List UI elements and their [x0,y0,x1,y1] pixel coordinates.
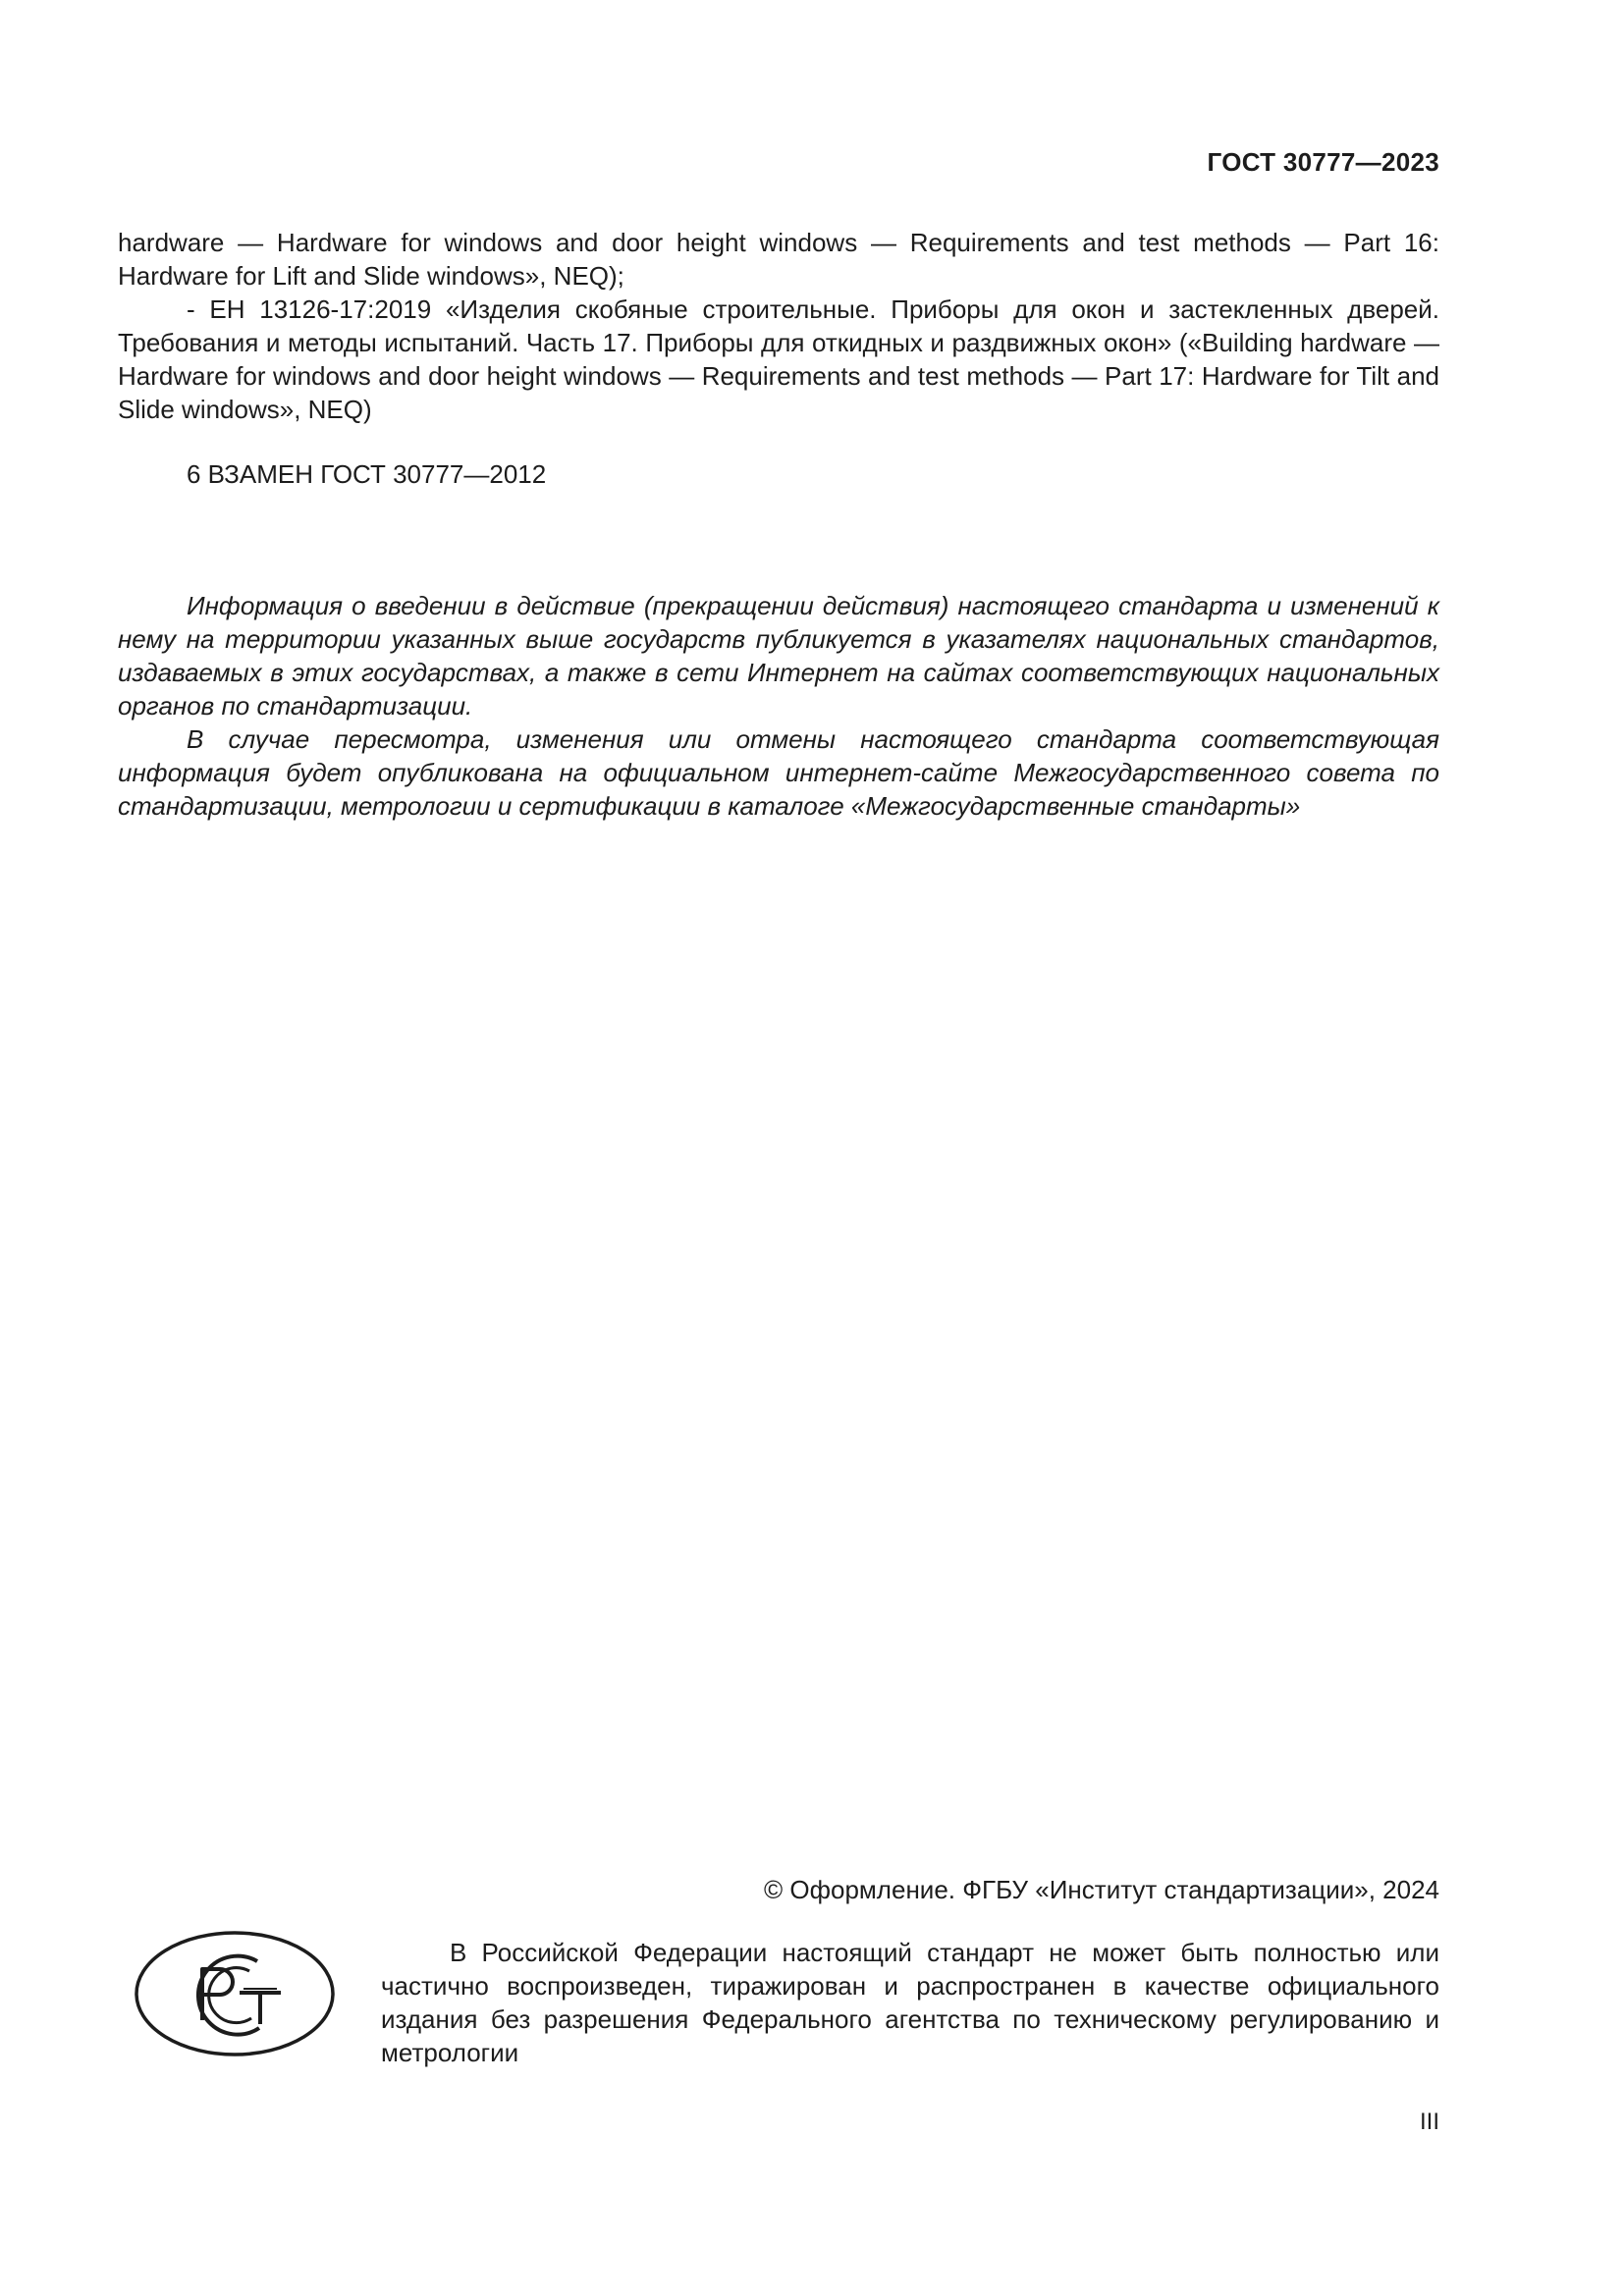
reference-item-paragraph: - ЕН 13126-17:2019 «Изделия скобяные строительные. Приборы для окон и застекленных дверей. Требования и методы испытаний. Часть 17. Приборы для откидных и раздвижных окон» («Building hardware — Hardware for windows and door height windows — Requirements and test methods — Part 17: Hardware for Tilt and Slide windows», NEQ) [118,294,1439,424]
reference-item-en13126-17 [118,293,1439,426]
page-number: III [1419,2109,1439,2135]
document-code: ГОСТ 30777—2023 [1207,147,1439,177]
replaces-section [118,457,1439,491]
rst-certification-mark-icon [134,1930,336,2057]
publication-info-paragraph-2: В случае пересмотра, изменения или отмены настоящего стандарта соответствующая информация будет опубликована на официальном интернет-сайте Межгосударственного совета по стандартизации, метрологии и сертификации в каталоге «Межгосударственные стандарты» [118,724,1439,821]
replaces-text: 6 ВЗАМЕН ГОСТ 30777—2012 [187,459,547,489]
publication-info-block [118,589,1439,823]
continued-reference-text [118,226,1439,293]
publication-info-paragraph-1: Информация о введении в действие (прекращении действия) настоящего стандарта и изменений к нему на территории указанных выше государств публикуется в указателях национальных стандартов, издаваемых в этих государствах, а также в сети Интернет на сайтах соответствующих национальных органов по стандартизации. [118,591,1439,721]
continued-reference-paragraph: hardware — Hardware for windows and door height windows — Requirements and test methods — Part 16: Hardware for Lift and Slide windows», NEQ); [118,228,1439,291]
rf-reproduction-notice [381,1936,1439,2069]
copyright-line: © Оформление. ФГБУ «Институт стандартизации», 2024 [764,1875,1439,1904]
rf-reproduction-notice-text: В Российской Федерации настоящий стандарт не может быть полностью или частично воспроизведен, тиражирован и распространен в качестве официального издания без разрешения Федерального агентства по техническому регулированию и метрологии [381,1938,1439,2067]
